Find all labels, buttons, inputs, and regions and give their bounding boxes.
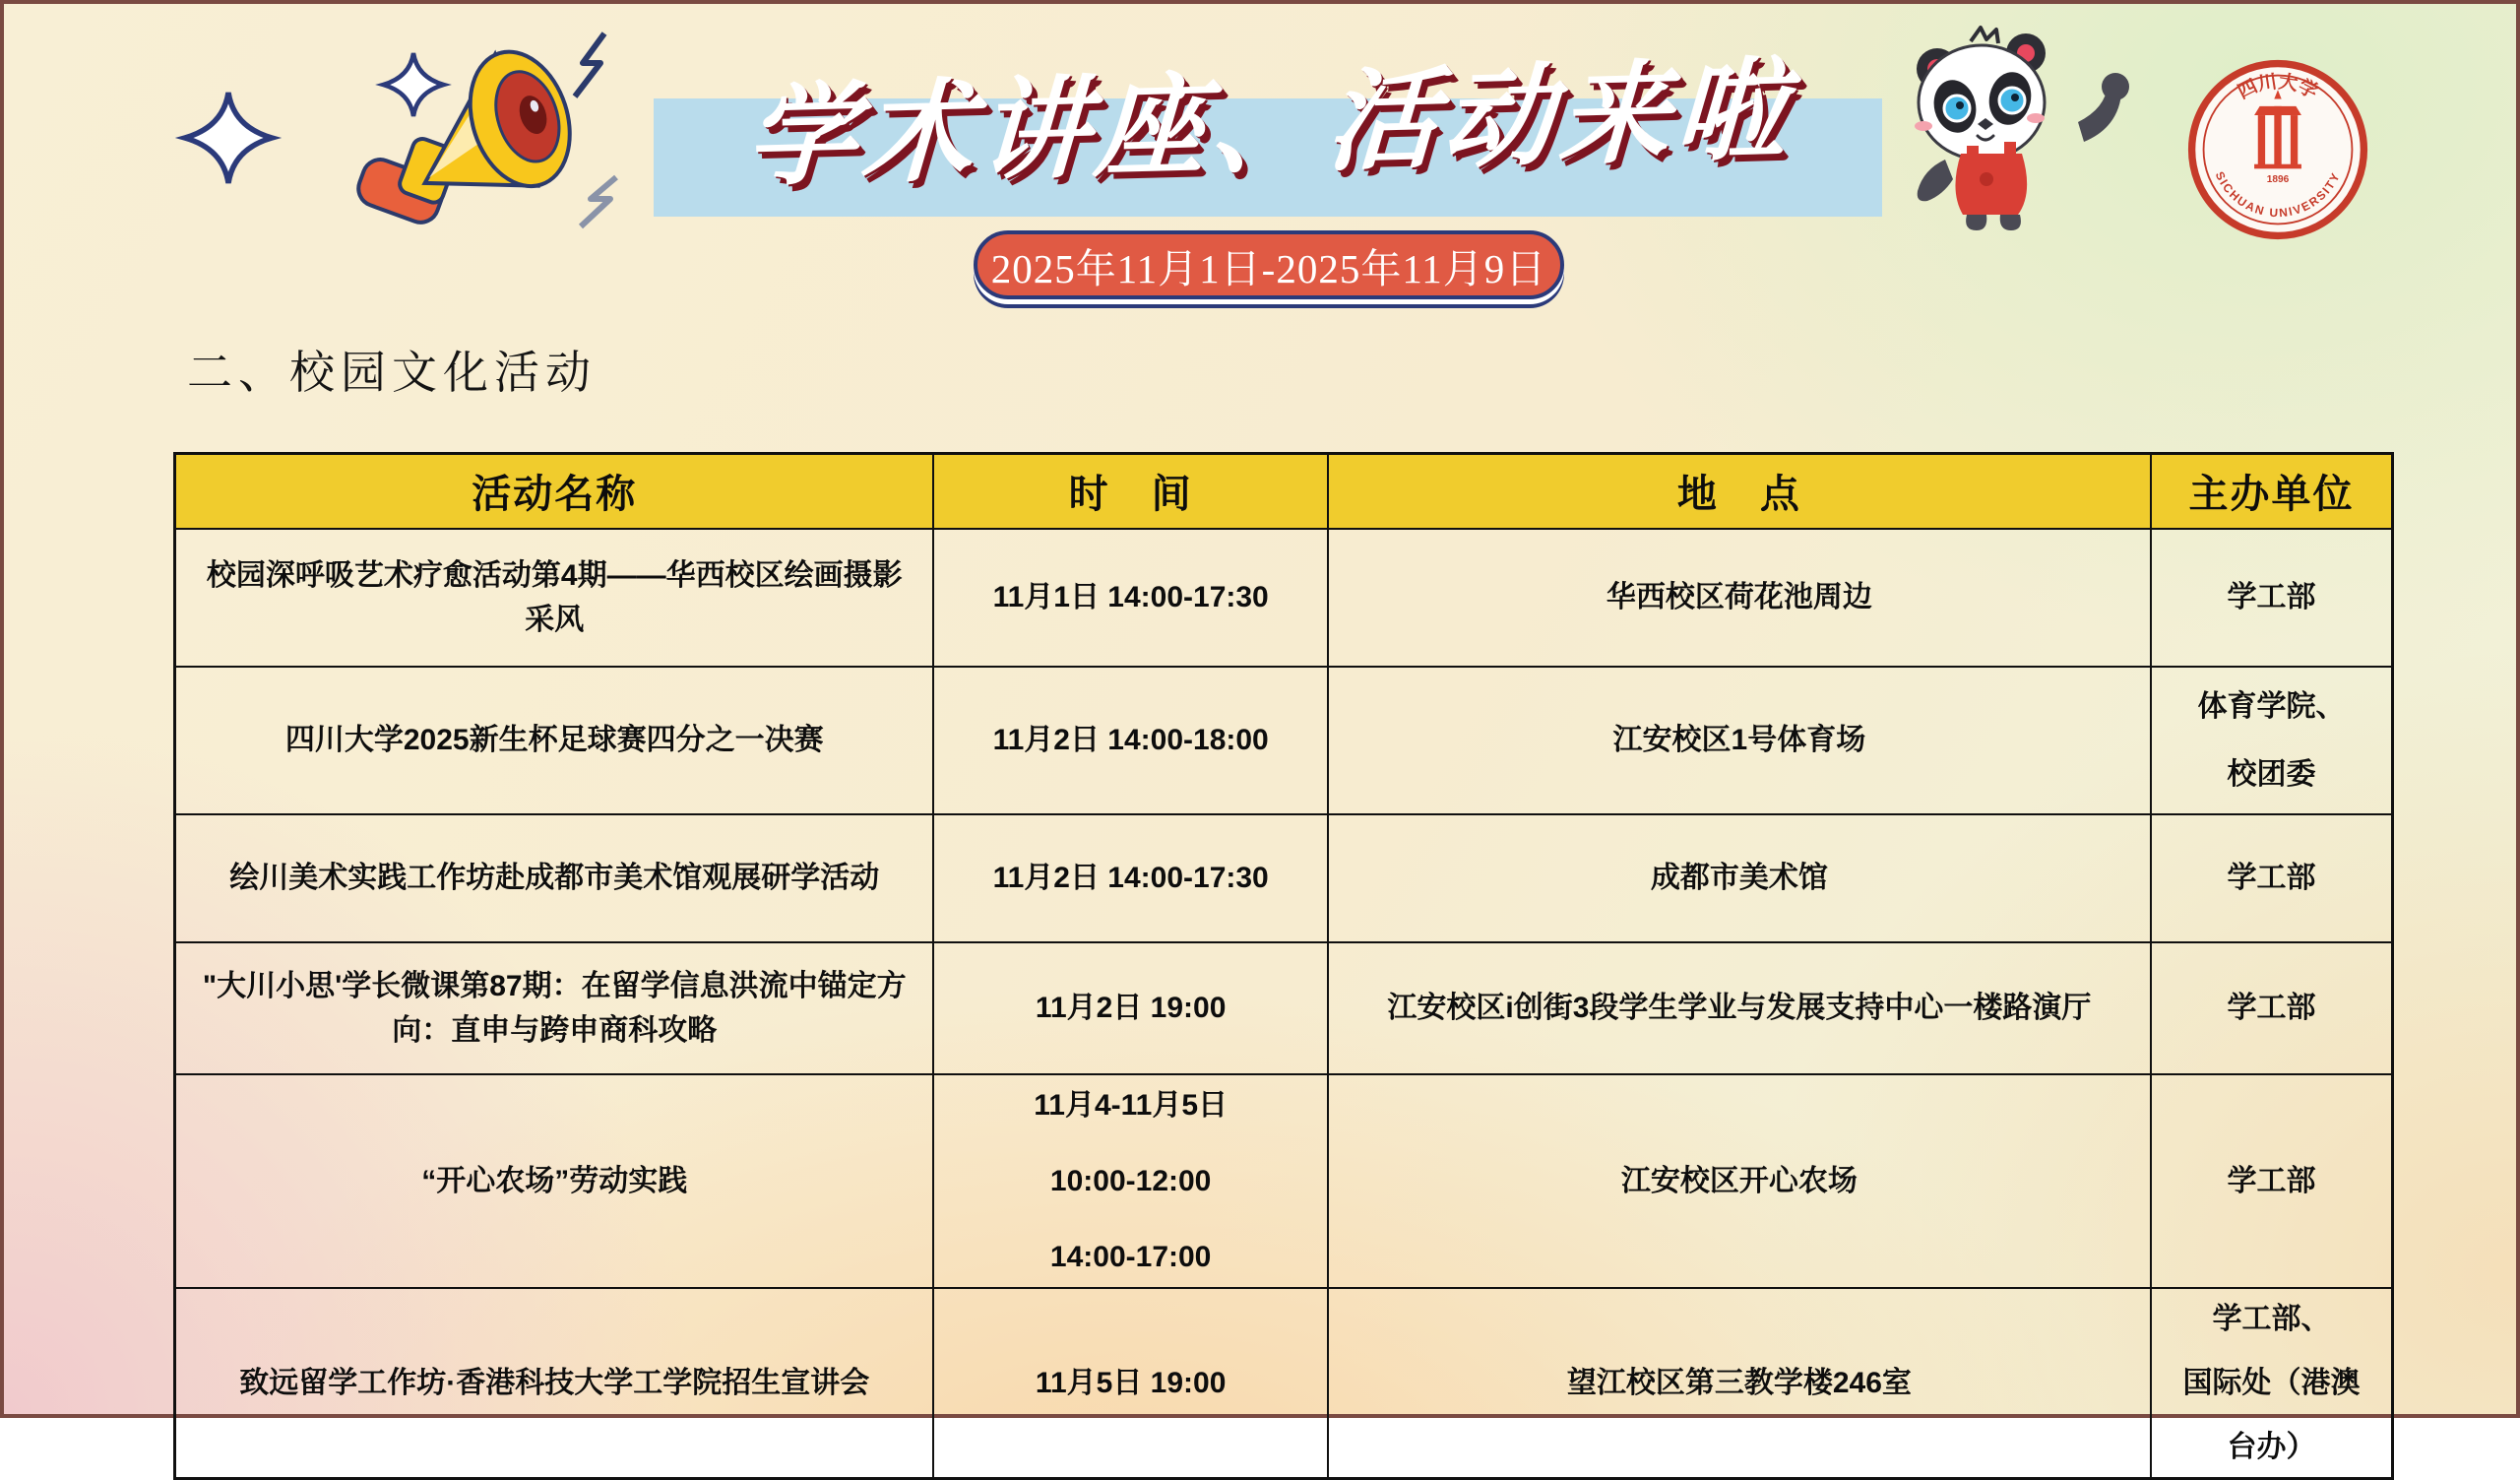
location-cell: 江安校区i创街3段学生学业与发展支持中心一楼路演厅 (1328, 942, 2151, 1074)
location-cell: 成都市美术馆 (1328, 814, 2151, 942)
activity-name-cell: 校园深呼吸艺术疗愈活动第4期——华西校区绘画摄影采风 (175, 529, 934, 667)
activity-name-cell: 绘川美术实践工作坊赴成都市美术馆观展研学活动 (175, 814, 934, 942)
col-header-organizer: 主办单位 (2151, 454, 2393, 529)
table-header-row (175, 454, 2393, 529)
location-cell: 华西校区荷花池周边 (1328, 529, 2151, 667)
date-range-text: 2025年11月1日-2025年11月9日 (990, 245, 1547, 291)
table-row (175, 814, 2393, 942)
section-heading: 二、校园文化活动 (187, 347, 597, 398)
organizer-cell: 学工部 (2151, 942, 2393, 1074)
activity-name-cell: “开心农场”劳动实践 (175, 1074, 934, 1288)
organizer-cell: 学工部 (2151, 1074, 2393, 1288)
organizer-cell: 学工部 (2151, 814, 2393, 942)
location-cell: 江安校区开心农场 (1328, 1074, 2151, 1288)
logo-year-text: 1896 (2266, 174, 2290, 186)
logo-cn-text: 四川大学 (2235, 71, 2321, 103)
organizer-cell (2151, 1288, 2393, 1479)
organizer-cell: 学工部 (2151, 529, 2393, 667)
organizer-line: 学工部、 (2212, 1302, 2331, 1335)
organizer-line: 台办） (2227, 1430, 2316, 1463)
page-title: 学术讲座、活动来啦 (743, 48, 1795, 199)
time-cell: 11月1日 14:00-17:30 (933, 529, 1327, 667)
col-header-time: 时 间 (933, 454, 1327, 529)
col-header-location: 地 点 (1328, 454, 2151, 529)
time-cell: 11月2日 19:00 (933, 942, 1327, 1074)
activity-name-cell: 致远留学工作坊·香港科技大学工学院招生宣讲会 (175, 1288, 934, 1479)
activities-table (173, 452, 2394, 1480)
time-line: 10:00-12:00 (1049, 1164, 1212, 1197)
table-row (175, 667, 2393, 814)
panda-mascot-icon (1876, 24, 2138, 234)
table-row (175, 942, 2393, 1074)
organizer-cell (2151, 667, 2393, 814)
time-cell: 11月2日 14:00-17:30 (933, 814, 1327, 942)
time-cell: 11月5日 19:00 (933, 1288, 1327, 1479)
time-line: 11月4-11月5日 (1034, 1088, 1228, 1122)
location-cell: 江安校区1号体育场 (1328, 667, 2151, 814)
table-row (175, 1074, 2393, 1288)
date-badge (974, 230, 1564, 299)
activity-name-cell: "大川小思'学长微课第87期：在留学信息洪流中锚定方向：直申与跨申商科攻略 (175, 942, 934, 1074)
time-line: 14:00-17:00 (1049, 1240, 1212, 1273)
col-header-activity-name: 活动名称 (175, 454, 934, 529)
time-cell: 11月2日 14:00-18:00 (933, 667, 1327, 814)
table-row (175, 529, 2393, 667)
logo-en-text: SICHUAN UNIVERSITY (2212, 169, 2344, 221)
location-cell: 望江校区第三教学楼246室 (1328, 1288, 2151, 1479)
megaphone-icon (309, 12, 663, 248)
organizer-line: 校团委 (2227, 757, 2316, 791)
sparkle-icon (183, 91, 274, 185)
organizer-line: 国际处（港澳 (2182, 1366, 2361, 1399)
table-row (175, 1288, 2393, 1479)
sichuan-university-logo (2187, 59, 2368, 240)
activity-name-cell: 四川大学2025新生杯足球赛四分之一决赛 (175, 667, 934, 814)
time-cell (933, 1074, 1327, 1288)
organizer-line: 体育学院、 (2197, 689, 2346, 723)
